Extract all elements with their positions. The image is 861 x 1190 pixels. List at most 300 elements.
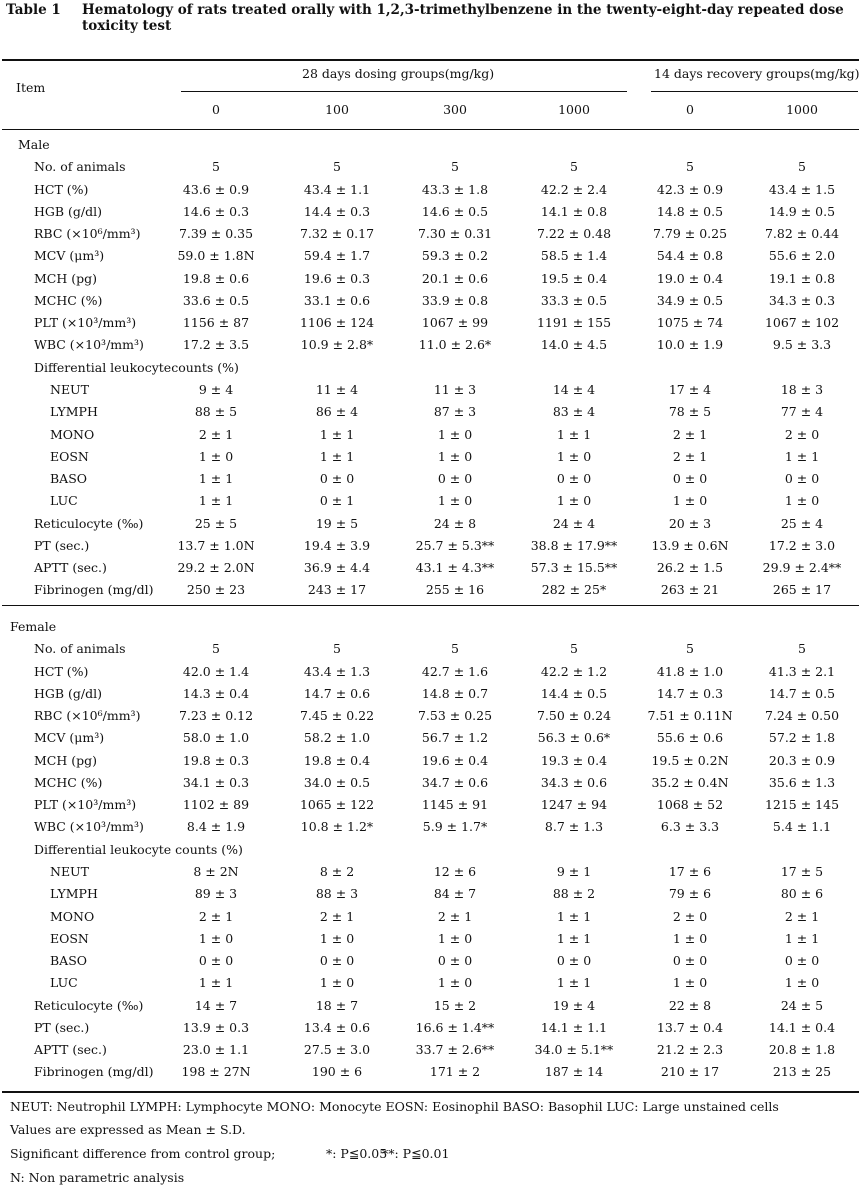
value-cell: 42.7 ± 1.6	[421, 663, 489, 679]
value-cell: 13.9 ± 0.3	[182, 1019, 250, 1035]
value-cell: 5	[333, 641, 341, 657]
value-cell: 11 ± 4	[315, 381, 359, 397]
value-cell: 34.7 ± 0.6	[421, 774, 489, 790]
value-cell: 14 ± 7	[194, 997, 238, 1013]
value-cell: 263 ± 21	[660, 582, 720, 598]
value-cell: 7.39 ± 0.35	[178, 226, 254, 242]
value-cell: 19.8 ± 0.4	[303, 752, 371, 768]
value-cell: 1 ± 1	[319, 448, 355, 464]
value-cell: 187 ± 14	[544, 1064, 604, 1080]
value-cell: 83 ± 4	[552, 404, 596, 420]
value-cell: 1 ± 1	[556, 930, 592, 946]
value-cell: 25.7 ± 5.3**	[415, 537, 495, 553]
value-cell: 20.8 ± 1.8	[768, 1042, 836, 1058]
value-cell: 24 ± 4	[552, 515, 596, 531]
table-row	[0, 816, 861, 838]
value-cell: 1 ± 1	[556, 908, 592, 924]
value-cell: 10.0 ± 1.9	[656, 337, 724, 353]
value-cell: 190 ± 6	[311, 1064, 363, 1080]
value-cell: 0 ± 0	[437, 471, 473, 487]
value-cell: 13.7 ± 1.0N	[177, 537, 255, 553]
row-label: PLT (×10³/mm³)	[34, 315, 137, 331]
value-cell: 19 ± 4	[552, 997, 596, 1013]
value-cell: 29.2 ± 2.0N	[177, 560, 255, 576]
value-cell: 33.1 ± 0.6	[303, 292, 371, 308]
value-cell: 1 ± 0	[319, 975, 355, 991]
value-cell: 213 ± 25	[772, 1064, 832, 1080]
value-cell: 59.0 ± 1.8N	[177, 248, 255, 264]
value-cell: 42.3 ± 0.9	[656, 181, 724, 197]
value-cell: 5	[333, 159, 341, 175]
value-cell: 19.8 ± 0.3	[182, 752, 250, 768]
value-cell: 0 ± 0	[319, 953, 355, 969]
value-cell: 42.2 ± 2.4	[540, 181, 608, 197]
value-cell: 1247 ± 94	[540, 797, 608, 813]
row-label: LUC	[50, 493, 78, 509]
value-cell: 8.7 ± 1.3	[544, 819, 604, 835]
value-cell: 1 ± 1	[198, 975, 234, 991]
value-cell: 38.8 ± 17.9**	[530, 537, 618, 553]
row-label: LUC	[50, 975, 78, 991]
value-cell: 34.0 ± 0.5	[303, 774, 371, 790]
value-cell: 1191 ± 155	[536, 315, 612, 331]
value-cell: 19.8 ± 0.6	[182, 270, 250, 286]
value-cell: 1 ± 1	[556, 426, 592, 442]
row-label: BASO	[50, 471, 88, 487]
table-row	[0, 156, 861, 178]
value-cell: 0 ± 0	[319, 471, 355, 487]
value-cell: 1215 ± 145	[764, 797, 840, 813]
value-cell: 34.9 ± 0.5	[656, 292, 724, 308]
value-cell: 14.6 ± 0.3	[182, 203, 250, 219]
value-cell: 1 ± 0	[784, 493, 820, 509]
table-row	[0, 468, 861, 490]
p01-note: **: P≦0.01	[382, 1146, 450, 1161]
value-cell: 1145 ± 91	[421, 797, 489, 813]
value-cell: 56.3 ± 0.6*	[537, 730, 611, 746]
table-row	[0, 379, 861, 401]
dose-header-cell: 1000	[786, 102, 818, 117]
value-cell: 23.0 ± 1.1	[182, 1042, 250, 1058]
table-row	[0, 1061, 861, 1083]
value-cell: 5.4 ± 1.1	[772, 819, 832, 835]
table-row	[0, 557, 861, 579]
recovery-group-rule	[651, 91, 858, 92]
row-label: MCV (μm³)	[34, 248, 105, 264]
value-cell: 2 ± 1	[198, 426, 234, 442]
table-row	[0, 972, 861, 994]
value-cell: 0 ± 0	[784, 953, 820, 969]
section-divider	[2, 605, 859, 606]
value-cell: 13.9 ± 0.6N	[651, 537, 729, 553]
value-cell: 255 ± 16	[425, 582, 485, 598]
dose-header-cell: 1000	[558, 102, 590, 117]
value-cell: 20.3 ± 0.9	[768, 752, 836, 768]
section-title-row	[0, 616, 861, 638]
table-bottom-rule	[2, 1091, 859, 1093]
value-cell: 14.4 ± 0.5	[540, 685, 608, 701]
table-caption	[6, 2, 856, 34]
value-cell: 2 ± 1	[437, 908, 473, 924]
value-cell: 36.9 ± 4.4	[303, 560, 371, 576]
value-cell: 7.30 ± 0.31	[417, 226, 493, 242]
table-row	[0, 772, 861, 794]
table-row	[0, 357, 861, 379]
table-row	[0, 268, 861, 290]
table-row	[0, 950, 861, 972]
value-cell: 250 ± 23	[186, 582, 246, 598]
value-cell: 7.79 ± 0.25	[652, 226, 728, 242]
value-cell: 5	[686, 641, 694, 657]
row-label: MCH (pg)	[34, 270, 97, 286]
row-label: Reticulocyte (‰)	[34, 997, 144, 1013]
value-cell: 18 ± 7	[315, 997, 359, 1013]
value-cell: 57.3 ± 15.5**	[530, 560, 618, 576]
abbreviations-note: NEUT: Neutrophil LYMPH: Lymphocyte MONO: Monocyte EOSN: Eosinophil BASO: Basophil LUC: Large unstained cells	[10, 1099, 779, 1114]
item-header: Item	[16, 80, 46, 95]
row-label: BASO	[50, 953, 88, 969]
value-cell: 43.4 ± 1.1	[303, 181, 371, 197]
value-cell: 88 ± 3	[315, 886, 359, 902]
row-label: Fibrinogen (mg/dl)	[34, 1064, 154, 1080]
value-cell: 58.5 ± 1.4	[540, 248, 608, 264]
value-cell: 59.3 ± 0.2	[421, 248, 489, 264]
value-cell: 42.0 ± 1.4	[182, 663, 250, 679]
value-cell: 14.0 ± 4.5	[540, 337, 608, 353]
value-cell: 7.22 ± 0.48	[536, 226, 612, 242]
value-cell: 17.2 ± 3.5	[182, 337, 250, 353]
row-label: WBC (×10³/mm³)	[34, 819, 144, 835]
value-cell: 0 ± 0	[672, 953, 708, 969]
row-label: HCT (%)	[34, 663, 89, 679]
table-row	[0, 179, 861, 201]
value-cell: 19 ± 5	[315, 515, 359, 531]
row-label: WBC (×10³/mm³)	[34, 337, 144, 353]
value-cell: 27.5 ± 3.0	[303, 1042, 371, 1058]
value-cell: 25 ± 5	[194, 515, 238, 531]
table-row	[0, 223, 861, 245]
value-cell: 89 ± 3	[194, 886, 238, 902]
value-cell: 43.6 ± 0.9	[182, 181, 250, 197]
value-cell: 1 ± 0	[198, 930, 234, 946]
value-cell: 43.1 ± 4.3**	[415, 560, 495, 576]
row-label: NEUT	[50, 381, 89, 397]
table-row	[0, 839, 861, 861]
row-label: LYMPH	[50, 886, 98, 902]
table-row	[0, 446, 861, 468]
value-cell: 9 ± 4	[198, 381, 234, 397]
row-label: MONO	[50, 908, 95, 924]
table-title: Hematology of rats treated orally with 1,2,3-trimethylbenzene in the twenty-eight-day repeated dose toxicity test	[82, 2, 844, 34]
value-cell: 198 ± 27N	[181, 1064, 251, 1080]
table-row	[0, 334, 861, 356]
value-cell: 0 ± 0	[672, 471, 708, 487]
value-cell: 1 ± 0	[437, 975, 473, 991]
value-cell: 265 ± 17	[772, 582, 832, 598]
table-row	[0, 638, 861, 660]
table-row	[0, 201, 861, 223]
value-cell: 18 ± 3	[780, 381, 824, 397]
value-cell: 5	[570, 159, 578, 175]
table-row	[0, 928, 861, 950]
value-cell: 1068 ± 52	[656, 797, 724, 813]
value-cell: 77 ± 4	[780, 404, 824, 420]
row-label: Differential leukocyte counts (%)	[34, 841, 243, 857]
value-cell: 56.7 ± 1.2	[421, 730, 489, 746]
dose-header-cell: 300	[443, 102, 467, 117]
value-cell: 14.1 ± 0.4	[768, 1019, 836, 1035]
value-cell: 171 ± 2	[429, 1064, 481, 1080]
value-cell: 0 ± 0	[784, 471, 820, 487]
row-label: PLT (×10³/mm³)	[34, 797, 137, 813]
value-cell: 17 ± 5	[780, 863, 824, 879]
value-cell: 14 ± 4	[552, 381, 596, 397]
value-cell: 1075 ± 74	[656, 315, 724, 331]
value-cell: 7.51 ± 0.11N	[647, 708, 733, 724]
value-cell: 43.4 ± 1.5	[768, 181, 836, 197]
value-cell: 14.7 ± 0.6	[303, 685, 371, 701]
dose-header-cell: 0	[686, 102, 694, 117]
row-label: Differential leukocytecounts (%)	[34, 359, 239, 375]
row-label: HCT (%)	[34, 181, 89, 197]
value-cell: 10.8 ± 1.2*	[300, 819, 374, 835]
value-cell: 1 ± 0	[672, 930, 708, 946]
value-cell: 1 ± 1	[556, 975, 592, 991]
table-row	[0, 490, 861, 512]
row-label: APTT (sec.)	[34, 1042, 107, 1058]
row-label: No. of animals	[34, 641, 126, 657]
table-row	[0, 750, 861, 772]
value-cell: 210 ± 17	[660, 1064, 720, 1080]
value-cell: 15 ± 2	[433, 997, 477, 1013]
table-top-rule	[2, 59, 859, 61]
value-cell: 34.3 ± 0.6	[540, 774, 608, 790]
value-cell: 58.2 ± 1.0	[303, 730, 371, 746]
value-cell: 35.2 ± 0.4N	[651, 774, 729, 790]
value-cell: 41.3 ± 2.1	[768, 663, 836, 679]
header-bottom-rule	[2, 129, 859, 130]
value-cell: 1 ± 0	[319, 930, 355, 946]
value-cell: 5	[451, 641, 459, 657]
row-label: HGB (g/dl)	[34, 203, 103, 219]
table-row	[0, 579, 861, 601]
value-cell: 12 ± 6	[433, 863, 477, 879]
value-cell: 13.7 ± 0.4	[656, 1019, 724, 1035]
table-row	[0, 513, 861, 535]
row-label: MONO	[50, 426, 95, 442]
value-cell: 1065 ± 122	[299, 797, 375, 813]
value-cell: 29.9 ± 2.4**	[762, 560, 842, 576]
table-row	[0, 401, 861, 423]
value-cell: 20 ± 3	[668, 515, 712, 531]
dose-header-cell: 100	[325, 102, 349, 117]
value-cell: 5.9 ± 1.7*	[422, 819, 488, 835]
row-label: NEUT	[50, 863, 89, 879]
recovery-group-header: 14 days recovery groups(mg/kg)	[654, 66, 860, 81]
value-cell: 9.5 ± 3.3	[772, 337, 832, 353]
value-cell: 17.2 ± 3.0	[768, 537, 836, 553]
value-cell: 0 ± 1	[319, 493, 355, 509]
value-cell: 24 ± 8	[433, 515, 477, 531]
value-cell: 2 ± 1	[198, 908, 234, 924]
value-cell: 1 ± 0	[784, 975, 820, 991]
value-cell: 55.6 ± 0.6	[656, 730, 724, 746]
value-cell: 14.7 ± 0.3	[656, 685, 724, 701]
value-cell: 14.6 ± 0.5	[421, 203, 489, 219]
value-cell: 80 ± 6	[780, 886, 824, 902]
value-cell: 11 ± 3	[433, 381, 477, 397]
value-cell: 7.53 ± 0.25	[417, 708, 493, 724]
section-title: Female	[10, 619, 57, 634]
value-cell: 2 ± 1	[672, 448, 708, 464]
value-cell: 21.2 ± 2.3	[656, 1042, 724, 1058]
table-row	[0, 535, 861, 557]
value-cell: 2 ± 1	[784, 908, 820, 924]
row-label: EOSN	[50, 448, 89, 464]
value-cell: 7.32 ± 0.17	[299, 226, 375, 242]
value-cell: 86 ± 4	[315, 404, 359, 420]
value-cell: 1 ± 0	[437, 930, 473, 946]
value-cell: 41.8 ± 1.0	[656, 663, 724, 679]
value-cell: 0 ± 0	[437, 953, 473, 969]
value-cell: 2 ± 1	[319, 908, 355, 924]
value-cell: 35.6 ± 1.3	[768, 774, 836, 790]
nonparametric-note: N: Non parametric analysis	[10, 1170, 185, 1185]
value-cell: 43.3 ± 1.8	[421, 181, 489, 197]
row-label: MCV (μm³)	[34, 730, 105, 746]
value-cell: 33.9 ± 0.8	[421, 292, 489, 308]
value-cell: 1106 ± 124	[299, 315, 375, 331]
dose-header-cell: 0	[212, 102, 220, 117]
table-row	[0, 727, 861, 749]
row-label: LYMPH	[50, 404, 98, 420]
value-cell: 84 ± 7	[433, 886, 477, 902]
value-cell: 43.4 ± 1.3	[303, 663, 371, 679]
value-cell: 78 ± 5	[668, 404, 712, 420]
row-label: Fibrinogen (mg/dl)	[34, 582, 154, 598]
value-cell: 14.9 ± 0.5	[768, 203, 836, 219]
value-cell: 1 ± 0	[556, 493, 592, 509]
table-row	[0, 1017, 861, 1039]
value-cell: 11.0 ± 2.6*	[418, 337, 492, 353]
value-cell: 1 ± 1	[319, 426, 355, 442]
value-cell: 2 ± 1	[672, 426, 708, 442]
dosing-group-rule	[181, 91, 627, 92]
table-number: Table 1	[6, 2, 61, 18]
value-cell: 59.4 ± 1.7	[303, 248, 371, 264]
values-note: Values are expressed as Mean ± S.D.	[10, 1122, 246, 1137]
value-cell: 16.6 ± 1.4**	[415, 1019, 495, 1035]
value-cell: 1 ± 0	[437, 493, 473, 509]
value-cell: 17 ± 4	[668, 381, 712, 397]
value-cell: 34.1 ± 0.3	[182, 774, 250, 790]
value-cell: 87 ± 3	[433, 404, 477, 420]
row-label: APTT (sec.)	[34, 560, 107, 576]
value-cell: 8 ± 2N	[193, 863, 239, 879]
value-cell: 5	[451, 159, 459, 175]
value-cell: 1 ± 1	[784, 448, 820, 464]
row-label: MCH (pg)	[34, 752, 97, 768]
dose-labels	[0, 99, 861, 121]
value-cell: 0 ± 0	[556, 471, 592, 487]
value-cell: 19.1 ± 0.8	[768, 270, 836, 286]
value-cell: 7.45 ± 0.22	[299, 708, 375, 724]
value-cell: 1 ± 0	[556, 448, 592, 464]
table-row	[0, 312, 861, 334]
p05-note: *: P≦0.05	[326, 1146, 388, 1161]
value-cell: 14.3 ± 0.4	[182, 685, 250, 701]
value-cell: 243 ± 17	[307, 582, 367, 598]
row-label: MCHC (%)	[34, 774, 103, 790]
row-label: RBC (×10⁶/mm³)	[34, 708, 141, 724]
value-cell: 55.6 ± 2.0	[768, 248, 836, 264]
value-cell: 33.3 ± 0.5	[540, 292, 608, 308]
row-label: PT (sec.)	[34, 1019, 90, 1035]
value-cell: 13.4 ± 0.6	[303, 1019, 371, 1035]
value-cell: 10.9 ± 2.8*	[300, 337, 374, 353]
value-cell: 5	[798, 159, 806, 175]
value-cell: 9 ± 1	[556, 863, 592, 879]
table-row	[0, 705, 861, 727]
dosing-group-header: 28 days dosing groups(mg/kg)	[302, 66, 495, 81]
significance-note	[10, 1146, 450, 1161]
value-cell: 1 ± 1	[198, 471, 234, 487]
row-label: MCHC (%)	[34, 292, 103, 308]
value-cell: 1156 ± 87	[182, 315, 250, 331]
value-cell: 19.4 ± 3.9	[303, 537, 371, 553]
value-cell: 7.82 ± 0.44	[764, 226, 840, 242]
value-cell: 0 ± 0	[198, 953, 234, 969]
table-row	[0, 661, 861, 683]
value-cell: 1067 ± 102	[764, 315, 840, 331]
value-cell: 5	[798, 641, 806, 657]
value-cell: 34.3 ± 0.3	[768, 292, 836, 308]
value-cell: 14.8 ± 0.5	[656, 203, 724, 219]
table-row	[0, 861, 861, 883]
value-cell: 8.4 ± 1.9	[186, 819, 246, 835]
value-cell: 19.6 ± 0.4	[421, 752, 489, 768]
value-cell: 2 ± 0	[784, 426, 820, 442]
value-cell: 14.8 ± 0.7	[421, 685, 489, 701]
table-row	[0, 290, 861, 312]
value-cell: 1 ± 0	[672, 975, 708, 991]
value-cell: 7.50 ± 0.24	[536, 708, 612, 724]
value-cell: 57.2 ± 1.8	[768, 730, 836, 746]
value-cell: 1 ± 1	[784, 930, 820, 946]
section-title-row	[0, 134, 861, 156]
value-cell: 6.3 ± 3.3	[660, 819, 720, 835]
value-cell: 33.7 ± 2.6**	[415, 1042, 495, 1058]
value-cell: 19.5 ± 0.2N	[651, 752, 729, 768]
value-cell: 33.6 ± 0.5	[182, 292, 250, 308]
value-cell: 24 ± 5	[780, 997, 824, 1013]
value-cell: 8 ± 2	[319, 863, 355, 879]
row-label: EOSN	[50, 930, 89, 946]
value-cell: 5	[686, 159, 694, 175]
value-cell: 25 ± 4	[780, 515, 824, 531]
value-cell: 34.0 ± 5.1**	[534, 1042, 614, 1058]
value-cell: 19.6 ± 0.3	[303, 270, 371, 286]
value-cell: 54.4 ± 0.8	[656, 248, 724, 264]
row-label: No. of animals	[34, 159, 126, 175]
row-label: Reticulocyte (‰)	[34, 515, 144, 531]
section-title: Male	[18, 137, 50, 152]
value-cell: 282 ± 25*	[541, 582, 607, 598]
value-cell: 0 ± 0	[556, 953, 592, 969]
value-cell: 1 ± 0	[437, 426, 473, 442]
value-cell: 88 ± 5	[194, 404, 238, 420]
value-cell: 14.1 ± 0.8	[540, 203, 608, 219]
